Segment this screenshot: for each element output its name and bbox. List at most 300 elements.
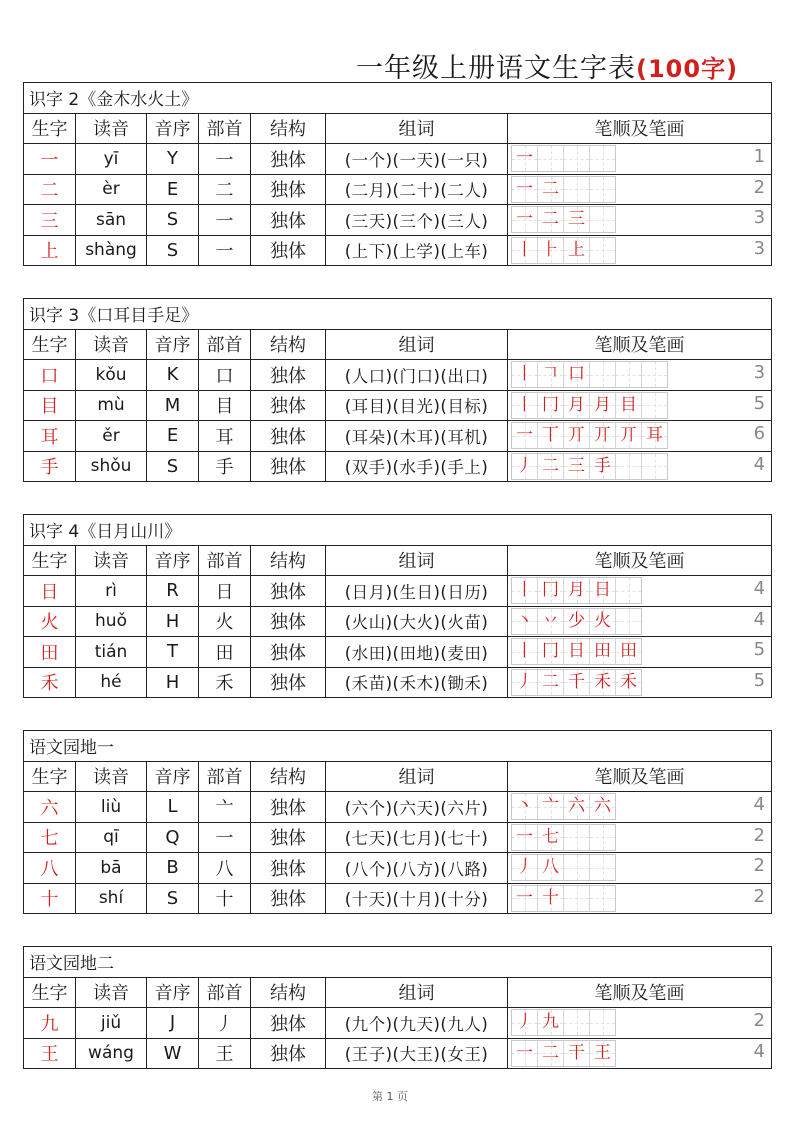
- stroke-step: 丨: [516, 394, 533, 415]
- structure-cell: 独体: [251, 174, 326, 205]
- stroke-grid: [511, 422, 668, 449]
- stroke-step: 二: [542, 671, 559, 692]
- column-header: 组词: [326, 761, 508, 792]
- grid-cell: [590, 1010, 615, 1035]
- order-cell: S: [147, 451, 199, 482]
- title-text: 一年级上册语文生字表: [356, 53, 636, 84]
- stroke-step: 一: [516, 826, 533, 847]
- grid-cell: [538, 578, 564, 603]
- words-cell: (十天)(十月)(十分): [326, 883, 508, 914]
- grid-cell: [616, 454, 642, 479]
- grid-cell: [512, 794, 538, 819]
- stroke-count: 1: [753, 146, 766, 167]
- stroke-step: 丨: [516, 364, 533, 384]
- stroke-step: 日: [568, 641, 585, 661]
- stroke-order-cell: [508, 576, 772, 607]
- stroke-step: 亠: [542, 796, 559, 816]
- column-header: 部首: [199, 113, 251, 144]
- stroke-count: 5: [753, 639, 766, 660]
- grid-cell: [564, 238, 590, 263]
- stroke-step: 一: [516, 887, 533, 908]
- stroke-order-cell: [508, 451, 772, 482]
- words-cell: (耳朵)(木耳)(耳机): [326, 421, 508, 452]
- grid-cell: [538, 639, 564, 664]
- grid-cell: [564, 1010, 590, 1035]
- radical-cell: 八: [199, 853, 251, 884]
- column-header: 笔顺及笔画: [508, 113, 772, 144]
- char-cell: 三: [24, 205, 76, 236]
- column-header: 生字: [24, 113, 76, 144]
- stroke-order-cell: [508, 144, 772, 175]
- grid-cell: [538, 207, 564, 232]
- grid-cell: [512, 207, 538, 232]
- grid-cell: [616, 639, 641, 664]
- structure-cell: 独体: [251, 822, 326, 853]
- stroke-grid: [511, 361, 668, 388]
- column-header: 结构: [251, 545, 326, 576]
- order-cell: E: [147, 421, 199, 452]
- stroke-step: 九: [542, 1012, 559, 1032]
- pinyin-cell: bā: [76, 853, 147, 884]
- section-table: [23, 946, 772, 1069]
- column-header: 生字: [24, 545, 76, 576]
- grid-cell: [512, 362, 538, 387]
- stroke-step: 日: [594, 580, 611, 600]
- structure-cell: 独体: [251, 451, 326, 482]
- words-cell: (火山)(大火)(火苗): [326, 606, 508, 637]
- words-cell: (耳目)(目光)(目标): [326, 390, 508, 421]
- grid-cell: [616, 670, 641, 695]
- stroke-step: 丿: [516, 857, 533, 877]
- stroke-step: 三: [568, 209, 585, 229]
- stroke-step: 干: [568, 1042, 585, 1063]
- table-row: [24, 390, 772, 421]
- grid-cell: [590, 146, 615, 171]
- grid-cell: [590, 177, 615, 202]
- order-cell: H: [147, 667, 199, 698]
- stroke-step: 田: [594, 641, 611, 661]
- column-header: 生字: [24, 761, 76, 792]
- pinyin-cell: rì: [76, 576, 147, 607]
- column-header: 结构: [251, 113, 326, 144]
- stroke-grid: [511, 145, 616, 172]
- char-cell: 日: [24, 576, 76, 607]
- grid-cell: [616, 609, 641, 634]
- stroke-grid: [511, 577, 642, 604]
- stroke-order-cell: [508, 174, 772, 205]
- grid-cell: [512, 1041, 538, 1066]
- grid-cell: [538, 454, 564, 479]
- grid-cell: [590, 794, 615, 819]
- grid-cell: [512, 454, 538, 479]
- stroke-order-cell: [508, 421, 772, 452]
- grid-cell: [538, 177, 564, 202]
- stroke-step: 三: [568, 455, 585, 476]
- grid-cell: [538, 423, 564, 448]
- grid-cell: [590, 423, 616, 448]
- words-cell: (七天)(七月)(七十): [326, 822, 508, 853]
- pinyin-cell: jiǔ: [76, 1008, 147, 1039]
- words-cell: (日月)(生日)(日历): [326, 576, 508, 607]
- column-header: 结构: [251, 329, 326, 360]
- stroke-count: 3: [753, 237, 766, 259]
- stroke-step: 丿: [516, 1012, 533, 1032]
- char-cell: 六: [24, 792, 76, 823]
- stroke-count: 5: [753, 669, 766, 691]
- grid-cell: [564, 1041, 590, 1066]
- grid-cell: [512, 855, 538, 880]
- stroke-count: 3: [753, 362, 766, 383]
- words-cell: (八个)(八方)(八路): [326, 853, 508, 884]
- stroke-order-cell: [508, 667, 772, 698]
- section-table: [23, 514, 772, 698]
- structure-cell: 独体: [251, 606, 326, 637]
- stroke-count: 4: [753, 608, 766, 630]
- grid-cell: [512, 609, 538, 634]
- column-header: 读音: [76, 761, 147, 792]
- order-cell: W: [147, 1038, 199, 1069]
- stroke-count: 2: [753, 885, 765, 907]
- column-header: 部首: [199, 977, 251, 1008]
- order-cell: Q: [147, 822, 199, 853]
- stroke-step: 月: [594, 394, 611, 415]
- column-header: 音序: [147, 329, 199, 360]
- words-cell: (三天)(三个)(三人): [326, 205, 508, 236]
- grid-cell: [616, 578, 641, 603]
- grid-cell: [564, 886, 590, 911]
- char-cell: 禾: [24, 667, 76, 698]
- stroke-count: 4: [753, 794, 765, 815]
- words-cell: (六个)(六天)(六片): [326, 792, 508, 823]
- column-header: 读音: [76, 545, 147, 576]
- grid-cell: [616, 423, 642, 448]
- stroke-step: 丌: [568, 425, 585, 445]
- order-cell: H: [147, 606, 199, 637]
- stroke-step: 上: [568, 239, 585, 260]
- stroke-order-cell: [508, 390, 772, 421]
- words-cell: (九个)(九天)(九人): [326, 1008, 508, 1039]
- table-row: [24, 205, 772, 236]
- column-header: 音序: [147, 761, 199, 792]
- stroke-step: 禾: [594, 671, 611, 692]
- table-row: [24, 853, 772, 884]
- structure-cell: 独体: [251, 1038, 326, 1069]
- grid-cell: [538, 609, 564, 634]
- column-header: 音序: [147, 113, 199, 144]
- grid-cell: [564, 207, 590, 232]
- stroke-grid: [511, 237, 616, 264]
- stroke-step: 禾: [620, 671, 637, 692]
- grid-cell: [538, 362, 564, 387]
- stroke-step: 一: [516, 148, 533, 168]
- table-row: [24, 1038, 772, 1069]
- column-header: 音序: [147, 977, 199, 1008]
- order-cell: T: [147, 637, 199, 668]
- stroke-step: 一: [516, 425, 533, 445]
- stroke-step: 二: [542, 178, 559, 199]
- table-row: [24, 1008, 772, 1039]
- pinyin-cell: kǒu: [76, 360, 147, 391]
- table-row: [24, 174, 772, 205]
- radical-cell: 目: [199, 390, 251, 421]
- stroke-grid: [511, 669, 642, 696]
- section-title: 语文园地二: [24, 947, 772, 978]
- radical-cell: 禾: [199, 667, 251, 698]
- char-cell: 九: [24, 1008, 76, 1039]
- grid-cell: [512, 578, 538, 603]
- column-header: 组词: [326, 977, 508, 1008]
- pinyin-cell: mù: [76, 390, 147, 421]
- grid-cell: [590, 454, 616, 479]
- stroke-step: 月: [568, 394, 585, 415]
- pinyin-cell: wáng: [76, 1038, 147, 1069]
- radical-cell: 田: [199, 637, 251, 668]
- pinyin-cell: huǒ: [76, 606, 147, 637]
- char-cell: 王: [24, 1038, 76, 1069]
- stroke-count: 5: [753, 392, 766, 414]
- column-header: 组词: [326, 545, 508, 576]
- grid-cell: [642, 454, 667, 479]
- table-row: [24, 792, 772, 823]
- column-header: 笔顺及笔画: [508, 545, 772, 576]
- grid-cell: [512, 393, 538, 418]
- structure-cell: 独体: [251, 853, 326, 884]
- stroke-count: 4: [753, 1040, 765, 1062]
- char-cell: 目: [24, 390, 76, 421]
- stroke-grid: [511, 854, 616, 881]
- order-cell: J: [147, 1008, 199, 1039]
- stroke-step: 十: [542, 887, 559, 908]
- stroke-order-cell: [508, 360, 772, 391]
- grid-cell: [564, 362, 590, 387]
- grid-cell: [616, 362, 642, 387]
- header-row: [24, 113, 772, 144]
- grid-cell: [538, 794, 564, 819]
- grid-cell: [590, 207, 615, 232]
- structure-cell: 独体: [251, 390, 326, 421]
- column-header: 读音: [76, 977, 147, 1008]
- radical-cell: 火: [199, 606, 251, 637]
- stroke-step: 七: [542, 826, 559, 847]
- grid-cell: [590, 855, 615, 880]
- radical-cell: 一: [199, 144, 251, 175]
- table-row: [24, 637, 772, 668]
- radical-cell: 口: [199, 360, 251, 391]
- table-row: [24, 606, 772, 637]
- stroke-order-cell: [508, 1008, 772, 1039]
- pinyin-cell: liù: [76, 792, 147, 823]
- stroke-order-cell: [508, 205, 772, 236]
- column-header: 笔顺及笔画: [508, 761, 772, 792]
- order-cell: Y: [147, 144, 199, 175]
- radical-cell: 一: [199, 822, 251, 853]
- stroke-grid: [511, 608, 642, 635]
- stroke-step: 二: [542, 209, 559, 229]
- grid-cell: [564, 855, 590, 880]
- words-cell: (水田)(田地)(麦田): [326, 637, 508, 668]
- char-cell: 田: [24, 637, 76, 668]
- stroke-grid: [511, 176, 616, 203]
- pinyin-cell: shí: [76, 883, 147, 914]
- words-cell: (王子)(大王)(女王): [326, 1038, 508, 1069]
- grid-cell: [564, 609, 590, 634]
- page-footer: 第 1 页: [372, 1090, 408, 1103]
- grid-cell: [538, 1041, 564, 1066]
- section-title: 识字 2《金木水火土》: [24, 83, 772, 114]
- section-title: 语文园地一: [24, 731, 772, 762]
- grid-cell: [564, 825, 590, 850]
- stroke-step: 丿: [516, 455, 533, 476]
- header-row: [24, 977, 772, 1008]
- stroke-order-cell: [508, 235, 772, 266]
- table-row: [24, 360, 772, 391]
- radical-cell: 一: [199, 235, 251, 266]
- section-table: [23, 730, 772, 914]
- char-cell: 一: [24, 144, 76, 175]
- table-row: [24, 235, 772, 266]
- grid-cell: [538, 886, 564, 911]
- pinyin-cell: qī: [76, 822, 147, 853]
- stroke-grid: [511, 453, 668, 480]
- pinyin-cell: shàng: [76, 235, 147, 266]
- stroke-order-cell: [508, 792, 772, 823]
- grid-cell: [564, 146, 590, 171]
- stroke-step: 耳: [646, 425, 663, 445]
- char-cell: 七: [24, 822, 76, 853]
- order-cell: R: [147, 576, 199, 607]
- stroke-order-cell: [508, 606, 772, 637]
- table-row: [24, 667, 772, 698]
- stroke-step: 冂: [542, 394, 559, 415]
- grid-cell: [642, 423, 667, 448]
- stroke-step: ⺊: [542, 239, 559, 260]
- stroke-grid: [511, 1040, 616, 1067]
- table-row: [24, 822, 772, 853]
- grid-cell: [564, 454, 590, 479]
- stroke-step: 一: [516, 178, 533, 199]
- pinyin-cell: tián: [76, 637, 147, 668]
- char-cell: 耳: [24, 421, 76, 452]
- grid-cell: [512, 1010, 538, 1035]
- order-cell: B: [147, 853, 199, 884]
- column-header: 部首: [199, 545, 251, 576]
- pinyin-cell: yī: [76, 144, 147, 175]
- grid-cell: [512, 670, 538, 695]
- grid-cell: [512, 146, 538, 171]
- grid-cell: [590, 825, 615, 850]
- title-count: (100字): [636, 55, 739, 83]
- stroke-step: 冂: [542, 641, 559, 661]
- radical-cell: 一: [199, 205, 251, 236]
- column-header: 部首: [199, 329, 251, 360]
- stroke-step: 少: [568, 610, 585, 631]
- column-header: 组词: [326, 113, 508, 144]
- char-cell: 十: [24, 883, 76, 914]
- stroke-step: 口: [568, 364, 585, 384]
- stroke-count: 4: [753, 453, 766, 475]
- grid-cell: [538, 146, 564, 171]
- stroke-grid: [511, 638, 642, 665]
- grid-cell: [512, 639, 538, 664]
- stroke-step: 二: [542, 455, 559, 476]
- grid-cell: [590, 886, 615, 911]
- stroke-count: 3: [753, 207, 766, 228]
- char-cell: 手: [24, 451, 76, 482]
- grid-cell: [590, 362, 616, 387]
- grid-cell: [538, 393, 564, 418]
- grid-cell: [590, 609, 616, 634]
- stroke-step: 丅: [542, 425, 559, 445]
- stroke-step: 丌: [594, 425, 611, 445]
- stroke-step: 冂: [542, 580, 559, 600]
- grid-cell: [512, 825, 538, 850]
- stroke-step: 丶: [516, 610, 533, 631]
- stroke-count: 2: [753, 824, 765, 846]
- header-row: [24, 329, 772, 360]
- words-cell: (人口)(门口)(出口): [326, 360, 508, 391]
- grid-cell: [590, 578, 616, 603]
- stroke-grid: [511, 885, 616, 912]
- stroke-step: 丨: [516, 641, 533, 661]
- grid-cell: [590, 639, 616, 664]
- char-cell: 上: [24, 235, 76, 266]
- column-header: 音序: [147, 545, 199, 576]
- stroke-step: 月: [568, 580, 585, 600]
- stroke-order-cell: [508, 637, 772, 668]
- order-cell: L: [147, 792, 199, 823]
- words-cell: (上下)(上学)(上车): [326, 235, 508, 266]
- radical-cell: 日: [199, 576, 251, 607]
- stroke-step: 六: [568, 796, 585, 816]
- words-cell: (二月)(二十)(二人): [326, 174, 508, 205]
- grid-cell: [538, 825, 564, 850]
- words-cell: (双手)(水手)(手上): [326, 451, 508, 482]
- stroke-step: 火: [594, 610, 611, 631]
- pinyin-cell: ěr: [76, 421, 147, 452]
- stroke-step: 丿: [516, 671, 533, 692]
- grid-cell: [564, 423, 590, 448]
- order-cell: E: [147, 174, 199, 205]
- table-row: [24, 883, 772, 914]
- grid-cell: [590, 238, 615, 263]
- order-cell: S: [147, 883, 199, 914]
- stroke-grid: [511, 392, 668, 419]
- stroke-step: 王: [594, 1042, 611, 1063]
- stroke-step: 一: [516, 1042, 533, 1063]
- radical-cell: 王: [199, 1038, 251, 1069]
- header-row: [24, 761, 772, 792]
- table-row: [24, 451, 772, 482]
- section-table: [23, 82, 772, 266]
- structure-cell: 独体: [251, 792, 326, 823]
- column-header: 生字: [24, 977, 76, 1008]
- grid-cell: [590, 670, 616, 695]
- stroke-count: 2: [753, 855, 765, 876]
- structure-cell: 独体: [251, 667, 326, 698]
- grid-cell: [642, 362, 667, 387]
- pinyin-cell: èr: [76, 174, 147, 205]
- stroke-order-cell: [508, 853, 772, 884]
- stroke-step: 丨: [516, 580, 533, 600]
- stroke-step: 一: [516, 209, 533, 229]
- column-header: 读音: [76, 113, 147, 144]
- grid-cell: [538, 1010, 564, 1035]
- grid-cell: [564, 639, 590, 664]
- header-row: [24, 545, 772, 576]
- words-cell: (禾苗)(禾木)(锄禾): [326, 667, 508, 698]
- grid-cell: [642, 393, 667, 418]
- column-header: 结构: [251, 977, 326, 1008]
